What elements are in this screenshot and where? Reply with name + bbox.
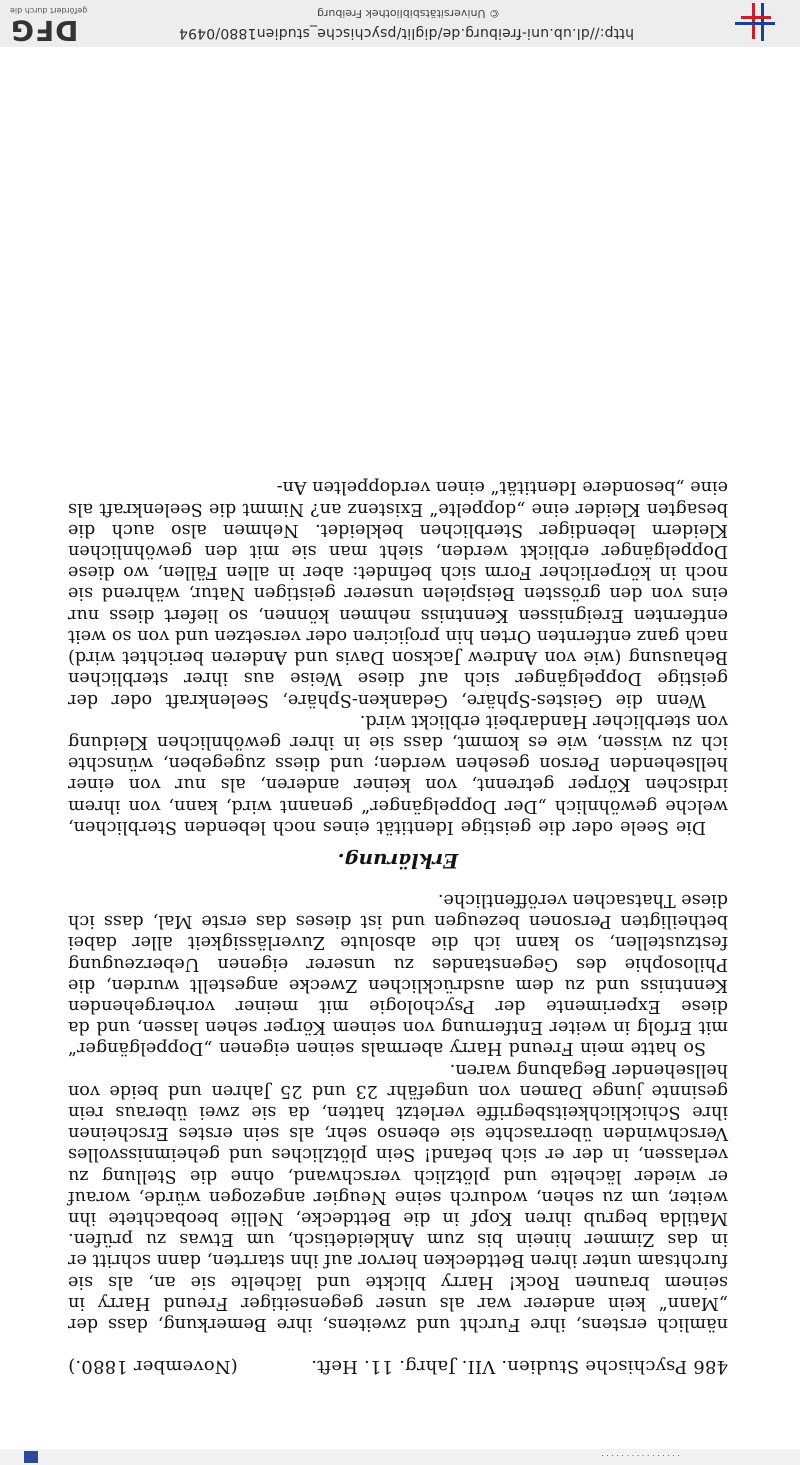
dfg-logo	[10, 5, 102, 45]
source-url-link[interactable]: http://dl.ub.uni-freiburg.de/diglit/psychische_studien1880/0494	[178, 25, 634, 41]
copyright-notice: © Universitätsbibliothek Freiburg	[317, 7, 500, 20]
paragraph-1: nämlich erstens, ihre Furcht und zweitens, ihre Bemerkung, dass der „Mann“ kein anderer war als unser gegenseitiger Freund Harry in seinem braunen Rock! Harry blickte und lächelte sie an, als sie furchtsam unter ihren Bettdecken hervor auf ihn starrten, dann schritt er in das Zimmer hinein bis zum Ankleidetisch, um Etwas zu prüfen. Matilda begrub ihren Kopf in die Bettdecke, Nellie beobachtete ihn weiter, um zu sehen, wodurch seine Neugier angezogen würde, worauf er wieder lächelte und plötzlich verschwand, ohne die Stellung zu verlassen, in der er sich befand! Sein plötzliches und geheimnissvolles Verschwinden überraschte sie ebenso sehr, als sein erstes Erscheinen ihre Schicklichkeitsbegriffe verletzt hatten, da sie zwei überaus rein gesinnte junge Damen von ungefähr 23 und 25 Jahren und beide von hellsehender Begabung waren.	[68, 1059, 728, 1334]
section-title: Erklärung.	[337, 848, 459, 873]
previous-page-badge	[24, 1451, 38, 1463]
running-head-right: (November 1880.)	[68, 1356, 238, 1377]
dfg-funding-text: gefördert durch die	[10, 6, 88, 15]
source-footer-bar	[0, 0, 800, 47]
paragraph-4: Wenn die Geistes-Sphäre, Gedanken-Sphäre, Seelenkraft oder der geistige Doppelgänger sich auf diese Weise aus ihrer sterblichen Behausung (wie von Andrew Jackson Davis und Anderen berichtet wird) nach ganz entfernten Orten hin projiciren oder versetzen und von so weit entfernten Ereignissen Kenntniss nehmen können, so liefert diess nur eins von den grössten Beispielen unserer geistigen Natur, während sie noch in körperlicher Form sich befindet: aber in allen Fällen, wo diese Doppelgänger erblickt werden, sieht man sie mit den gewöhnlichen Kleidern lebendiger Sterblichen bekleidet. Nehmen also auch die besagten Kleider eine „doppelte“ Existenz an? Nimmt die Seelenkraft als eine „besondere Identität“ einen verdoppelten An-	[68, 477, 728, 710]
book-page	[68, 476, 728, 1377]
library-logo-icon	[720, 3, 780, 41]
running-head-left: 486 Psychische Studien. VII. Jahrg. 11. Heft.	[310, 1356, 728, 1377]
running-head	[68, 1356, 728, 1377]
paragraph-2: So hatte mein Freund Harry abermals seinen eigenen „Doppelgänger“ mit Erfolg in weiter Entfernung von seinem Körper sehen lassen, und da diese Experimente der Psychologie mit meiner vorhergehenden Kenntniss und zu dem ausdrücklichen Zwecke angestellt wurden, die Philosophie des Gegenstandes zu unserer eigenen Ueberzeugung festzustellen, so kann ich die absolute Zuverlässigkeit aller dabei betheiligten Personen bezeugen und ist dieses das erste Mal, dass ich diese Thatsachen veröffentliche.	[68, 889, 728, 1059]
previous-page-footer-fragment: . . . . . . . . . . . . . . . .	[601, 1453, 680, 1462]
dfg-logo-text: DFG	[10, 14, 79, 47]
previous-page-strip	[0, 1449, 800, 1465]
paragraph-3: Die Seele oder die geistige Identität eines noch lebenden Sterblichen, welche gewöhnlich „Der Doppelgänger“ genannt wird, kann, von ihrem irdischen Körper getrennt, von keiner anderen, als nur von einer hellsehenden Person gesehen werden; und diess zugegeben, wünschte ich zu wissen, wie es kommt, dass sie in ihrer gewöhnlichen Kleidung von sterblicher Handarbeit erblickt wird.	[68, 710, 728, 837]
